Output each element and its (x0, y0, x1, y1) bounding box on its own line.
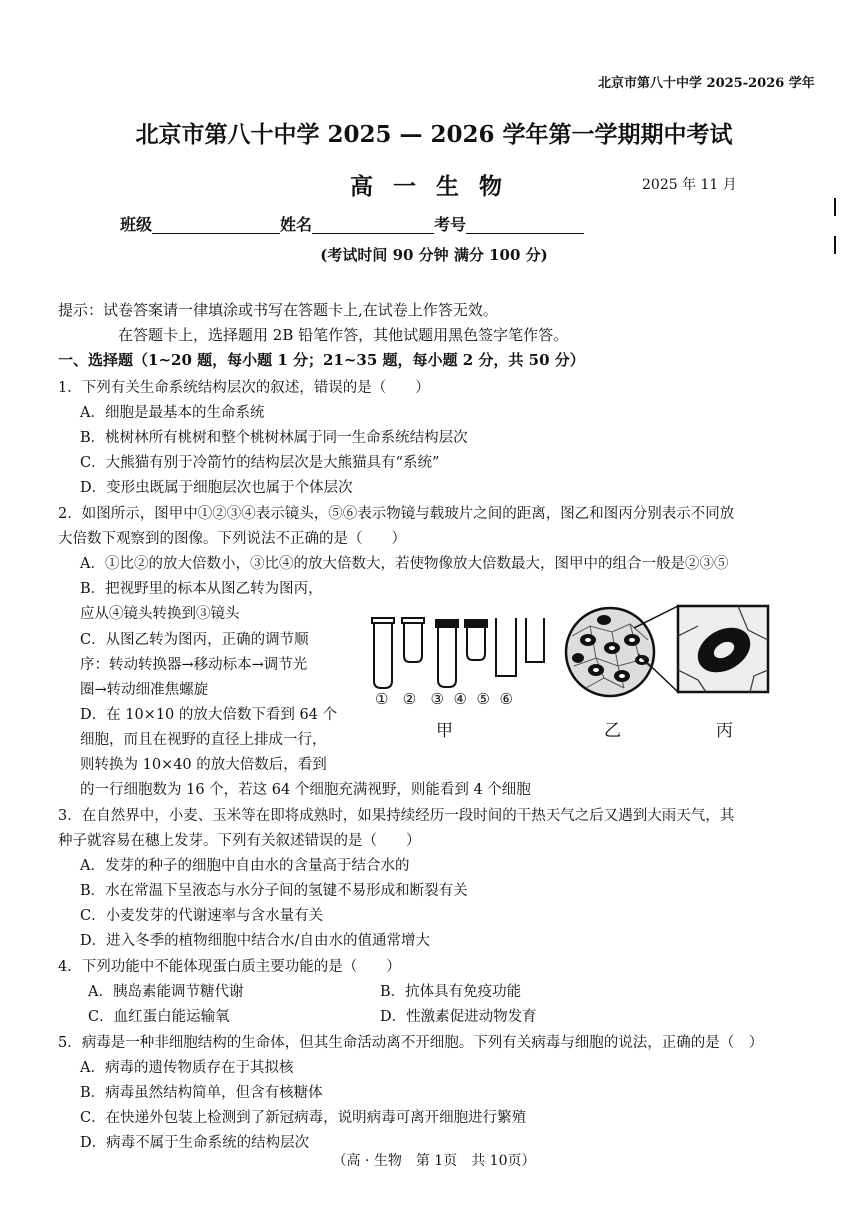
question-4-stem: 4．下列功能中不能体现蛋白质主要功能的是（ ） (58, 959, 401, 975)
header-corner-text: 北京市第八十中学 2025-2026 学年 (598, 76, 815, 91)
class-label: 班级 (120, 215, 153, 234)
question-1-stem: 1．下列有关生命系统结构层次的叙述，错误的是（ ） (58, 380, 430, 396)
class-blank (152, 215, 280, 234)
lens-label-3: ③ (430, 690, 444, 708)
q2-option-b-2: 应从④镜头转换到③镜头 (80, 606, 240, 622)
q2-option-a: A．①比②的放大倍数小，③比④的放大倍数大，若使物像放大倍数最大，图甲中的组合一般是②③⑤ (80, 556, 729, 572)
section-heading: 一、选择题（1~20 题，每小题 1 分；21~35 题，每小题 2 分，共 50 分） (58, 351, 585, 369)
distance-6 (526, 618, 544, 662)
student-info-row (120, 212, 584, 235)
lens-label-5: ⑤ (476, 690, 490, 708)
q2-option-d-4: 的一行细胞数为 16 个，若这 64 个细胞充满视野，则能看到 4 个细胞 (80, 782, 531, 798)
q2-option-c-1: C．从图乙转为图丙，正确的调节顺 (80, 632, 309, 648)
name-blank (312, 215, 434, 234)
view-bing (678, 606, 768, 692)
q4-option-c: C．血红蛋白能运输氧 (88, 1009, 230, 1025)
distance-5 (496, 618, 516, 676)
figure-label-yi: 乙 (604, 721, 621, 741)
q1-option-a: A．细胞是最基本的生命系统 (80, 405, 265, 421)
lens-labels (375, 690, 513, 708)
q2-option-d-3: 则转换为 10×40 的放大倍数后，看到 (80, 757, 327, 773)
lens-1 (372, 618, 394, 688)
q1-option-b: B．桃树林所有桃树和整个桃树林属于同一生命系统结构层次 (80, 430, 468, 446)
q1-option-d: D．变形虫既属于细胞层次也属于个体层次 (80, 480, 353, 496)
question-3-stem-2: 种子就容易在穗上发芽。下列有关叙述错误的是（ ） (58, 833, 421, 849)
question-3-stem-1: 3．在自然界中，小麦、玉米等在即将成熟时，如果持续经历一段时间的干热天气之后又遇到大雨天气，其 (58, 808, 735, 824)
notice-line-1: 提示：试卷答案请一律填涂或书写在答题卡上,在试卷上作答无效。 (58, 301, 498, 319)
id-blank (466, 215, 584, 234)
lens-3 (436, 620, 458, 687)
q3-option-d: D．进入冬季的植物细胞中结合水/自由水的值通常增大 (80, 933, 431, 949)
question-2-stem-2: 大倍数下观察到的图像。下列说法不正确的是（ ） (58, 531, 406, 547)
name-label: 姓名 (280, 215, 313, 234)
id-label: 考号 (434, 215, 467, 234)
q4-option-b: B．抗体具有免疫功能 (380, 984, 522, 1000)
q3-option-b: B．水在常温下呈液态与水分子间的氢键不易形成和断裂有关 (80, 883, 468, 899)
q2-option-c-2: 序：转动转换器→移动标本→调节光 (80, 657, 308, 673)
q5-option-a: A．病毒的遗传物质存在于其拟核 (80, 1060, 294, 1076)
lens-label-2: ② (402, 690, 417, 708)
q2-option-d-1: D．在 10×10 的放大倍数下看到 64 个 (80, 707, 338, 723)
exam-date: 2025 年 11 月 (642, 177, 737, 193)
q5-option-c: C．在快递外包装上检测到了新冠病毒，说明病毒可离开细胞进行繁殖 (80, 1110, 527, 1126)
q2-option-d-2: 细胞，而且在视野的直径上排成一行， (80, 732, 327, 748)
q4-option-d: D．性激素促进动物发育 (380, 1009, 537, 1025)
q5-option-b: B．病毒虽然结构简单，但含有核糖体 (80, 1085, 323, 1101)
margin-mark (834, 236, 836, 254)
lens-label-4: ④ (453, 690, 467, 708)
page-footer: （高 · 生物 第 1页 共 10页） (332, 1153, 536, 1169)
q5-option-d: D．病毒不属于生命系统的结构层次 (80, 1135, 310, 1151)
lens-4 (465, 620, 487, 660)
view-yi (566, 608, 654, 696)
lens-2 (402, 618, 424, 662)
q3-option-c: C．小麦发芽的代谢速率与含水量有关 (80, 908, 324, 924)
q3-option-a: A．发芽的种子的细胞中自由水的含量高于结合水的 (80, 858, 410, 874)
q2-option-c-3: 圈→转动细准焦螺旋 (80, 682, 209, 698)
figure-label-bing: 丙 (716, 721, 733, 741)
exam-duration-note: (考试时间 90 分钟 满分 100 分) (320, 246, 548, 264)
lens-label-6: ⑥ (499, 690, 513, 708)
lens-label-1: ① (375, 690, 389, 708)
question-2-stem-1: 2．如图所示，图甲中①②③④表示镜头，⑤⑥表示物镜与载玻片之间的距离，图乙和图丙分别表示不同放 (58, 506, 735, 522)
q4-option-a: A．胰岛素能调节糖代谢 (88, 984, 244, 1000)
question-5-stem: 5．病毒是一种非细胞结构的生命体，但其生命活动离不开细胞。下列有关病毒与细胞的说法，正确的是（ ） (58, 1035, 764, 1051)
q1-option-c: C．大熊猫有别于冷箭竹的结构层次是大熊猫具有“系统” (80, 455, 440, 471)
margin-mark (834, 198, 836, 216)
notice-line-2: 在答题卡上，选择题用 2B 铅笔作答，其他试题用黑色签字笔作答。 (118, 326, 569, 344)
q2-option-b-1: B．把视野里的标本从图乙转为图丙， (80, 581, 323, 597)
zoom-line (634, 606, 678, 628)
figure-label-jia: 甲 (436, 721, 453, 741)
exam-title: 北京市第八十中学 2025 — 2026 学年第一学期期中考试 (135, 121, 733, 148)
exam-subject: 高一生物 (350, 173, 522, 200)
